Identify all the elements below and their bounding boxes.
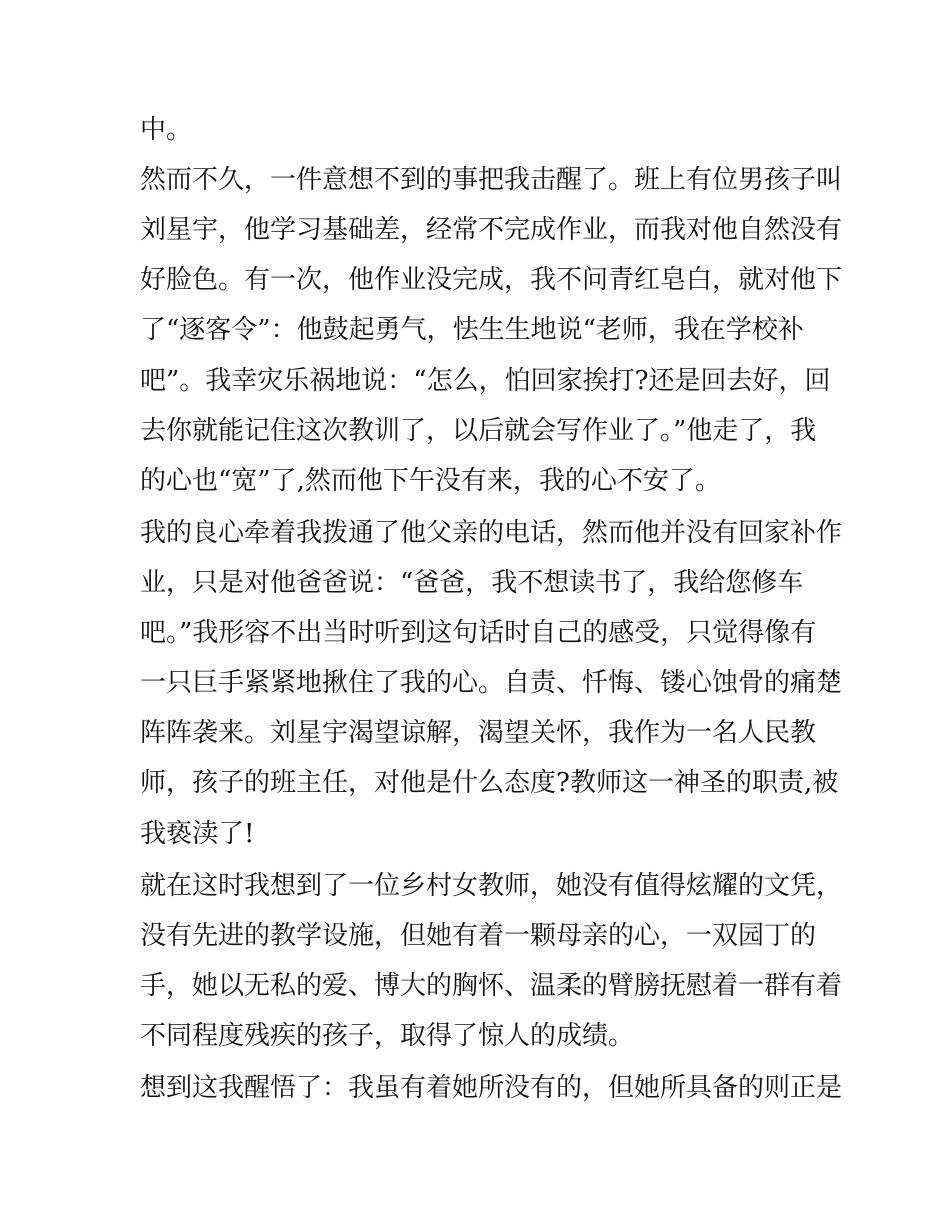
text-line: 吧”。我幸灾乐祸地说：“怎么，怕回家挨打?还是回去好，回: [140, 366, 831, 396]
text-line: 业，只是对他爸爸说：“爸爸，我不想读书了，我给您修车: [140, 568, 804, 598]
text-line: 好脸色。有一次，他作业没完成，我不问青红皂白，就对他下: [140, 265, 843, 295]
text-line: 就在这时我想到了一位乡村女教师，她没有值得炫耀的文凭，: [140, 871, 843, 901]
text-line: 师，孩子的班主任，对他是什么态度?教师这一神圣的职责,被: [140, 768, 839, 798]
text-line: 阵阵袭来。刘星宇渴望谅解，渴望关怀，我作为一名人民教: [140, 718, 817, 748]
text-line: 一只巨手紧紧地揪住了我的心。自责、忏悔、镂心蚀骨的痛楚: [140, 668, 843, 698]
text-line: 刘星宇，他学习基础差，经常不完成作业，而我对他自然没有: [140, 215, 843, 245]
text-line: 手，她以无私的爱、博大的胸怀、温柔的臂膀抚慰着一群有着: [140, 971, 843, 1001]
text-line: 的心也“宽”了,然而他下午没有来，我的心不安了。: [140, 466, 721, 496]
text-line: 然而不久，一件意想不到的事把我击醒了。班上有位男孩子叫: [140, 165, 843, 195]
text-line: 了“逐客令”：他鼓起勇气，怯生生地说“老师，我在学校补: [140, 315, 804, 345]
text-line: 吧。”我形容不出当时听到这句话时自己的感受，只觉得像有: [140, 618, 817, 648]
text-line: 去你就能记住这次教训了，以后就会写作业了。”他走了，我: [140, 416, 817, 446]
text-line: 想到这我醒悟了：我虽有着她所没有的，但她所具备的则正是: [140, 1073, 843, 1103]
text-line: 中。: [140, 115, 193, 145]
text-line: 我亵渎了!: [140, 819, 255, 849]
text-line: 我的良心牵着我拨通了他父亲的电话，然而他并没有回家补作: [140, 518, 843, 548]
text-line: 不同程度残疾的孩子，取得了惊人的成绩。: [140, 1021, 635, 1051]
text-line: 没有先进的教学设施，但她有着一颗母亲的心，一双园丁的: [140, 921, 817, 951]
